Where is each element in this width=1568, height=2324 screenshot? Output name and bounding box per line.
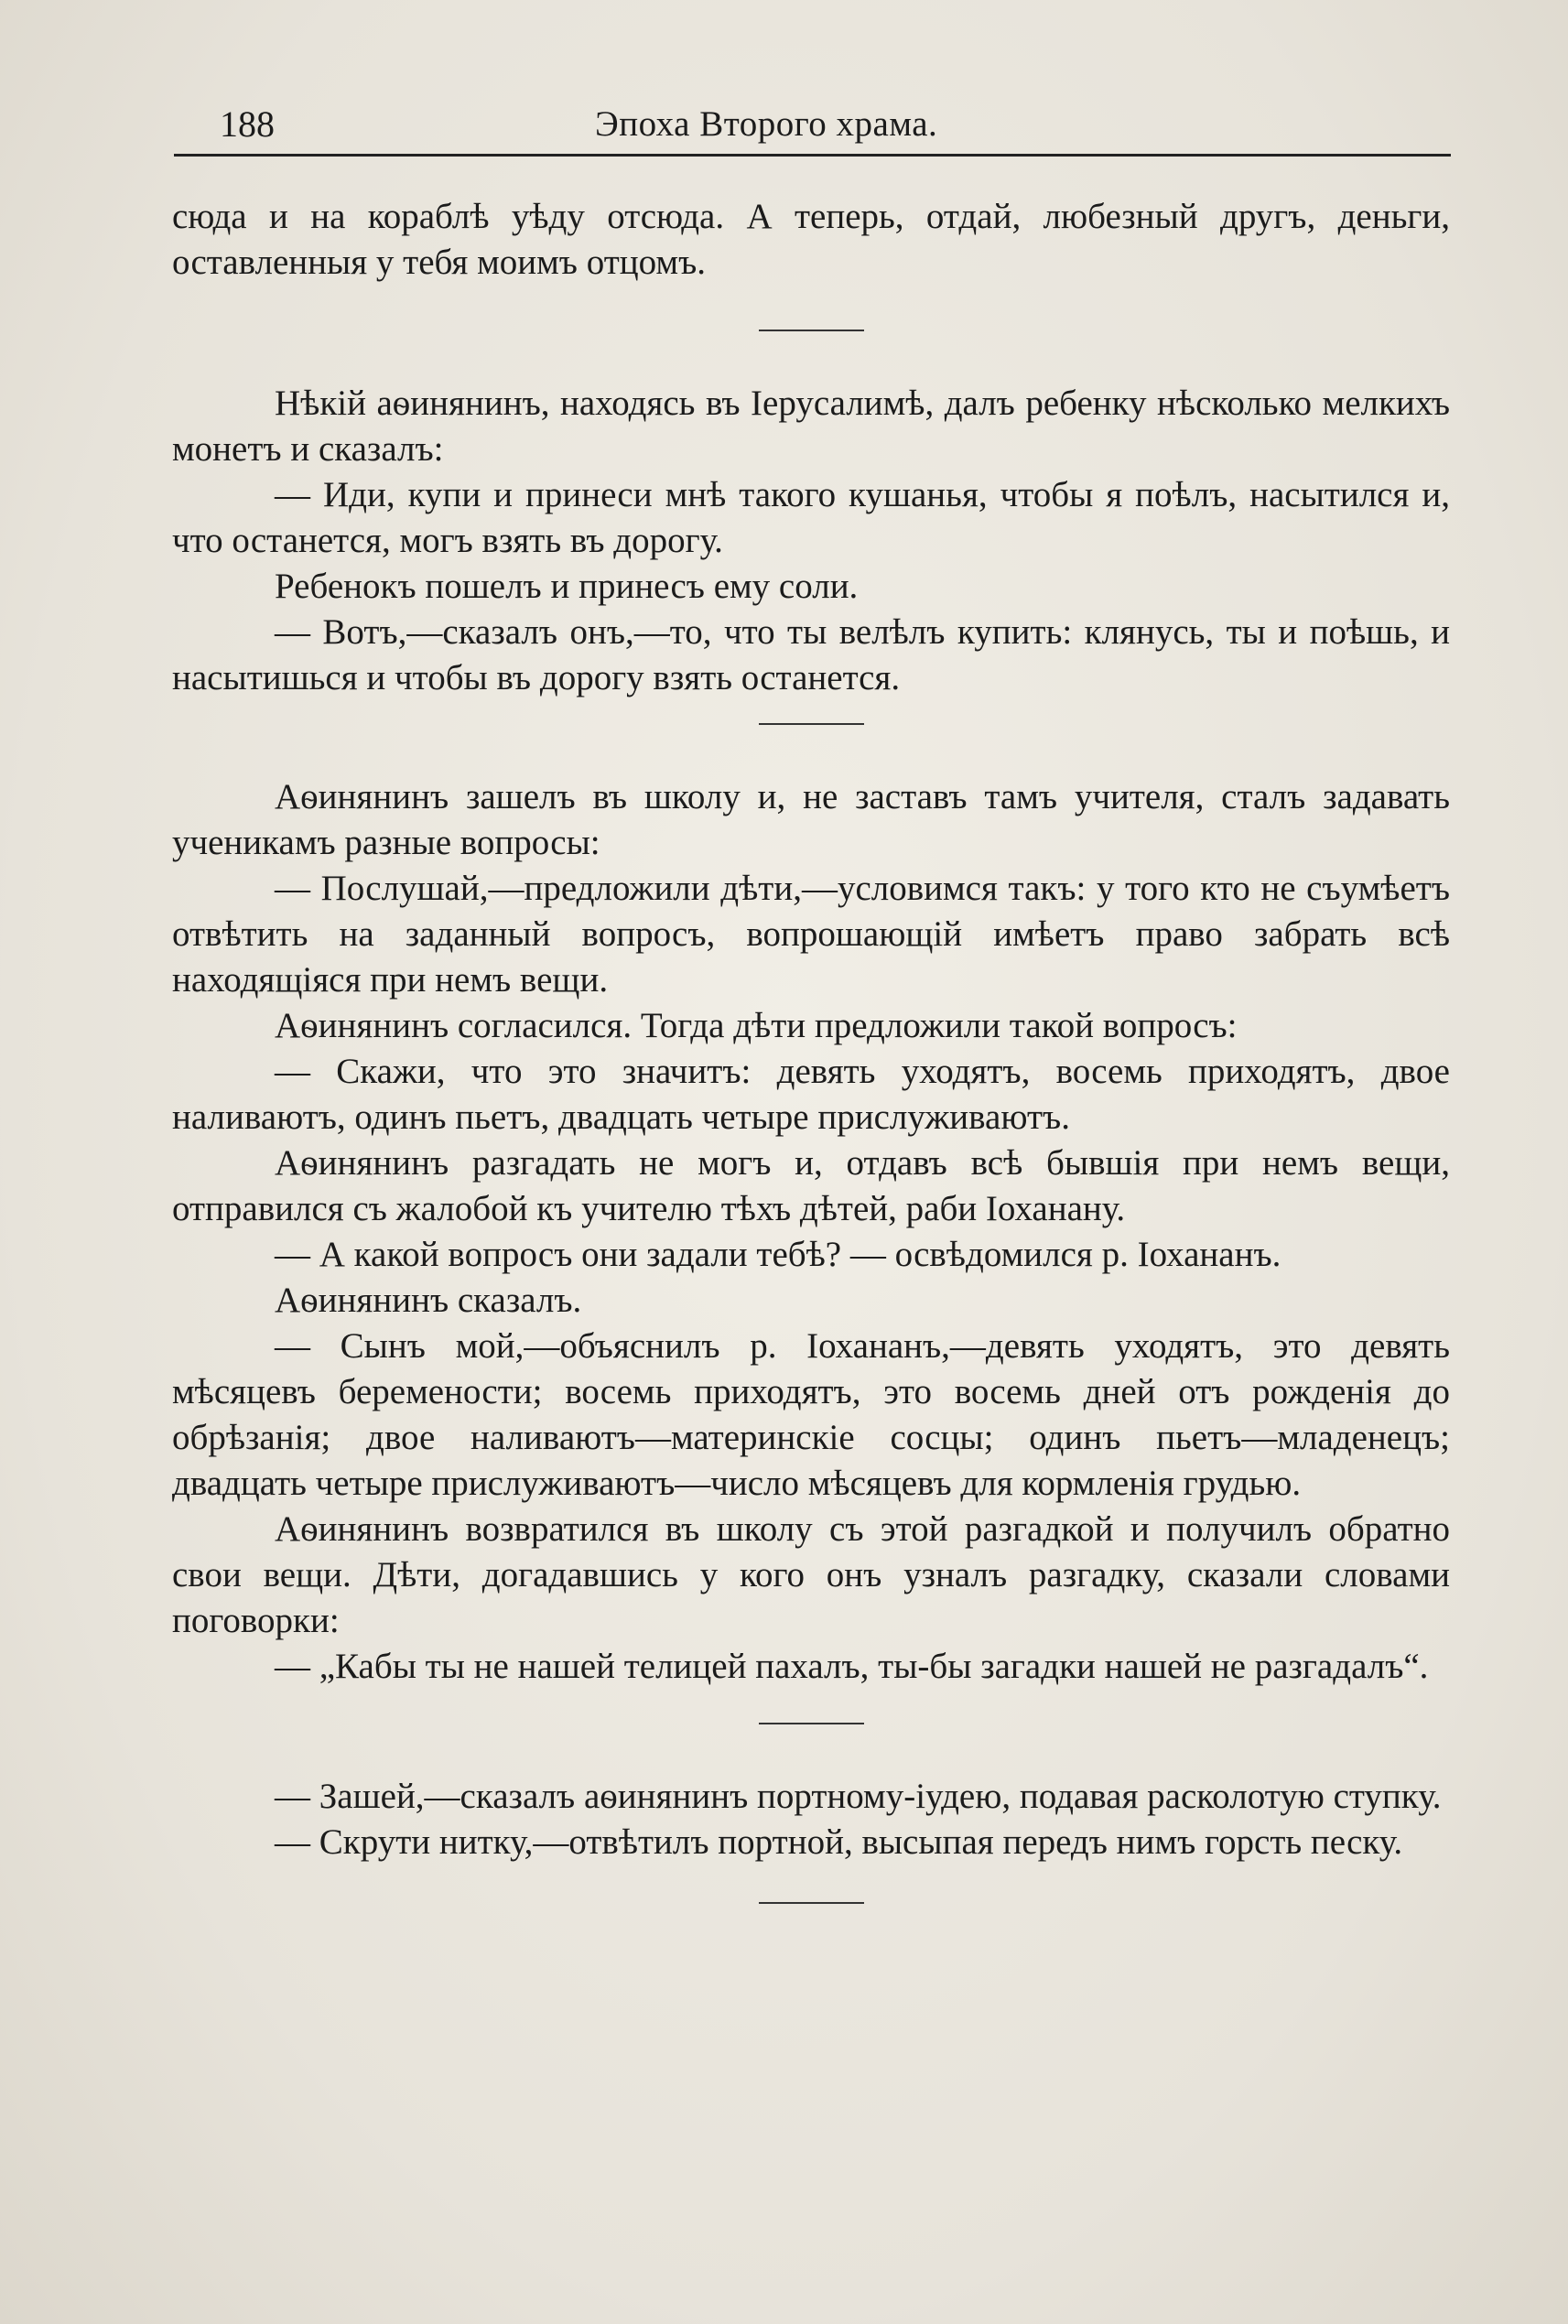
paragraph: — Иди, купи и принеси мнѣ такого кушанья, чтобы я поѣлъ, насытился и, что останется, могъ взять въ дорогу. (172, 475, 1450, 560)
paragraph: Аѳинянинъ сказалъ. (275, 1281, 582, 1320)
paragraph: — „Кабы ты не нашей телицей пахалъ, ты-бы загадки нашей не разгадалъ“. (275, 1647, 1429, 1686)
section-separator (759, 1902, 864, 1904)
paragraph: сюда и на кораблѣ уѣду отсюда. А теперь, отдай, любезный другъ, деньги, оставленныя у тебя моимъ отцомъ. (172, 197, 1450, 282)
section-separator (759, 330, 864, 331)
paragraph: — Сынъ мой,—объяснилъ р. Іохананъ,—девять уходятъ, это девять мѣсяцевъ беремености; восемь приходятъ, это восемь дней отъ рожденія до обрѣзанія; двое наливаютъ—материнскіе сосцы; одинъ пьетъ—младенецъ; двадцать четыре прислуживаютъ—число мѣсяцевъ для кормленія грудью. (172, 1326, 1450, 1503)
paragraph: — Вотъ,—сказалъ онъ,—то, что ты велѣлъ купить: клянусь, ты и поѣшь, и насытишься и чтобы въ дорогу взять останется. (172, 612, 1450, 697)
section-separator (759, 1723, 864, 1724)
paragraph: — Зашей,—сказалъ аѳинянинъ портному-іудею, подавая расколотую ступку. (275, 1777, 1442, 1816)
paragraph: — Скрути нитку,—отвѣтилъ портной, высыпая передъ нимъ горсть песку. (275, 1822, 1403, 1862)
running-title: Эпоха Второго храма. (595, 104, 938, 144)
page-number: 188 (220, 103, 275, 145)
paragraph: Аѳинянинъ зашелъ въ школу и, не заставъ тамъ учителя, сталъ задавать ученикамъ разные вопросы: (172, 777, 1450, 862)
paragraph: Аѳинянинъ разгадать не могъ и, отдавъ всѣ бывшія при немъ вещи, отправился съ жалобой къ учителю тѣхъ дѣтей, раби Іоханану. (172, 1143, 1450, 1228)
paragraph: Нѣкій аѳинянинъ, находясь въ Іерусалимѣ, далъ ребенку нѣсколько мелкихъ монетъ и сказалъ: (172, 384, 1450, 469)
paragraph: — Скажи, что это значитъ: девять уходятъ, восемь приходятъ, двое наливаютъ, одинъ пьетъ, двадцать четыре прислуживаютъ. (172, 1052, 1450, 1137)
page-header (174, 99, 1451, 154)
section-separator (759, 723, 864, 725)
paragraph: Ребенокъ пошелъ и принесъ ему соли. (275, 567, 859, 606)
paragraph: Аѳинянинъ согласился. Тогда дѣти предложили такой вопросъ: (275, 1006, 1238, 1045)
paragraph: — Послушай,—предложили дѣти,—условимся такъ: у того кто не съумѣетъ отвѣтить на заданный вопросъ, вопрошающій имѣетъ право забрать всѣ находящіяся при немъ вещи. (172, 869, 1450, 1000)
paragraph: — А какой вопросъ они задали тебѣ? — освѣдомился р. Іохананъ. (275, 1235, 1281, 1274)
page-body (172, 194, 1450, 1904)
header-rule (174, 154, 1451, 157)
paragraph: Аѳинянинъ возвратился въ школу съ этой разгадкой и получилъ обратно свои вещи. Дѣти, догадавшись у кого онъ узналъ разгадку, сказали словами поговорки: (172, 1509, 1450, 1640)
